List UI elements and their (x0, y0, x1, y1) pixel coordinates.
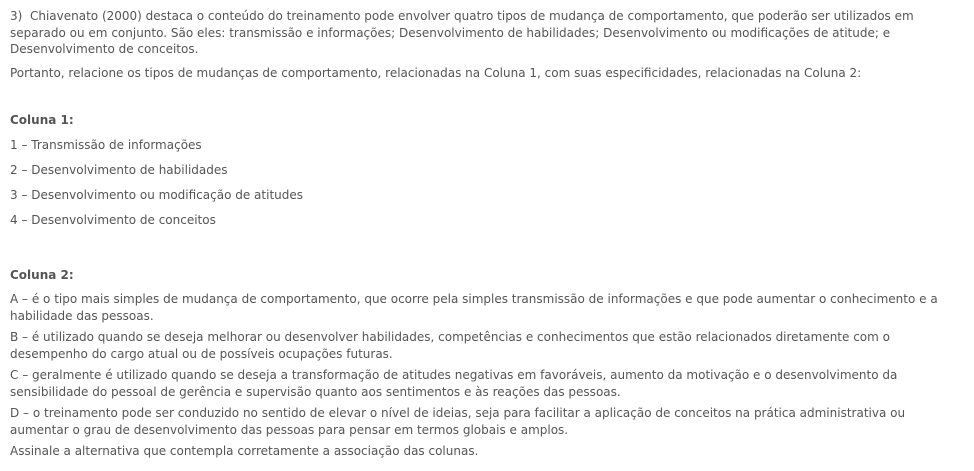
spacer (10, 237, 960, 267)
column2-item: D – o treinamento pode ser conduzido no sentido de elevar o nível de ideias, seja para facilitar a aplicação de conceitos na prática administrativa ou aumentar o grau de desenvolvimento das pessoas para pensar em termos globais e amplos. (10, 406, 906, 437)
question-instruction: Portanto, relacione os tipos de mudanças de comportamento, relacionadas na Coluna 1, com suas especificidades, relacionadas na Coluna 2: (10, 65, 862, 80)
spacer (10, 81, 960, 112)
question-closing: Assinale a alternativa que contempla corretamente a associação das colunas. (10, 444, 479, 458)
question-intro-text: Chiavenato (2000) destaca o conteúdo do treinamento pode envolver quatro tipos de mudança de comportamento, que poderão ser utilizados em separado ou em conjunto. São eles: transmissão e informações; Desenvolvimento de habilidades; Desenvolvimento ou modificações de atitude; e Desenvolvimento de conceitos. (10, 9, 914, 56)
question-intro (10, 8, 960, 58)
column2-item: C – geralmente é utilizado quando se deseja a transformação de atitudes negativas em favoráveis, aumento da motivação e o desenvolvimento da sensibilidade do pessoal de gerência e supervisão quanto aos sentimentos e às reações das pessoas. (10, 368, 898, 399)
column2-item: B – é utilizado quando se deseja melhorar ou desenvolver habilidades, competências e conhecimentos que estão relacionados diretamente com o desempenho do cargo atual ou de possíveis ocupações futuras. (10, 330, 890, 361)
column1-item: 3 – Desenvolvimento ou modificação de atitudes (10, 187, 304, 202)
column1-title: Coluna 1: (10, 113, 74, 127)
column2-title: Coluna 2: (10, 267, 74, 282)
column1-item: 1 – Transmissão de informações (10, 137, 202, 152)
column2-item: A – é o tipo mais simples de mudança de comportamento, que ocorre pela simples transmissão de informações e que pode aumentar o conhecimento e a habilidade das pessoas. (10, 292, 938, 323)
column1-item: 4 – Desenvolvimento de conceitos (10, 212, 216, 227)
question-number: 3) (10, 9, 23, 23)
column1-item: 2 – Desenvolvimento de habilidades (10, 162, 228, 177)
